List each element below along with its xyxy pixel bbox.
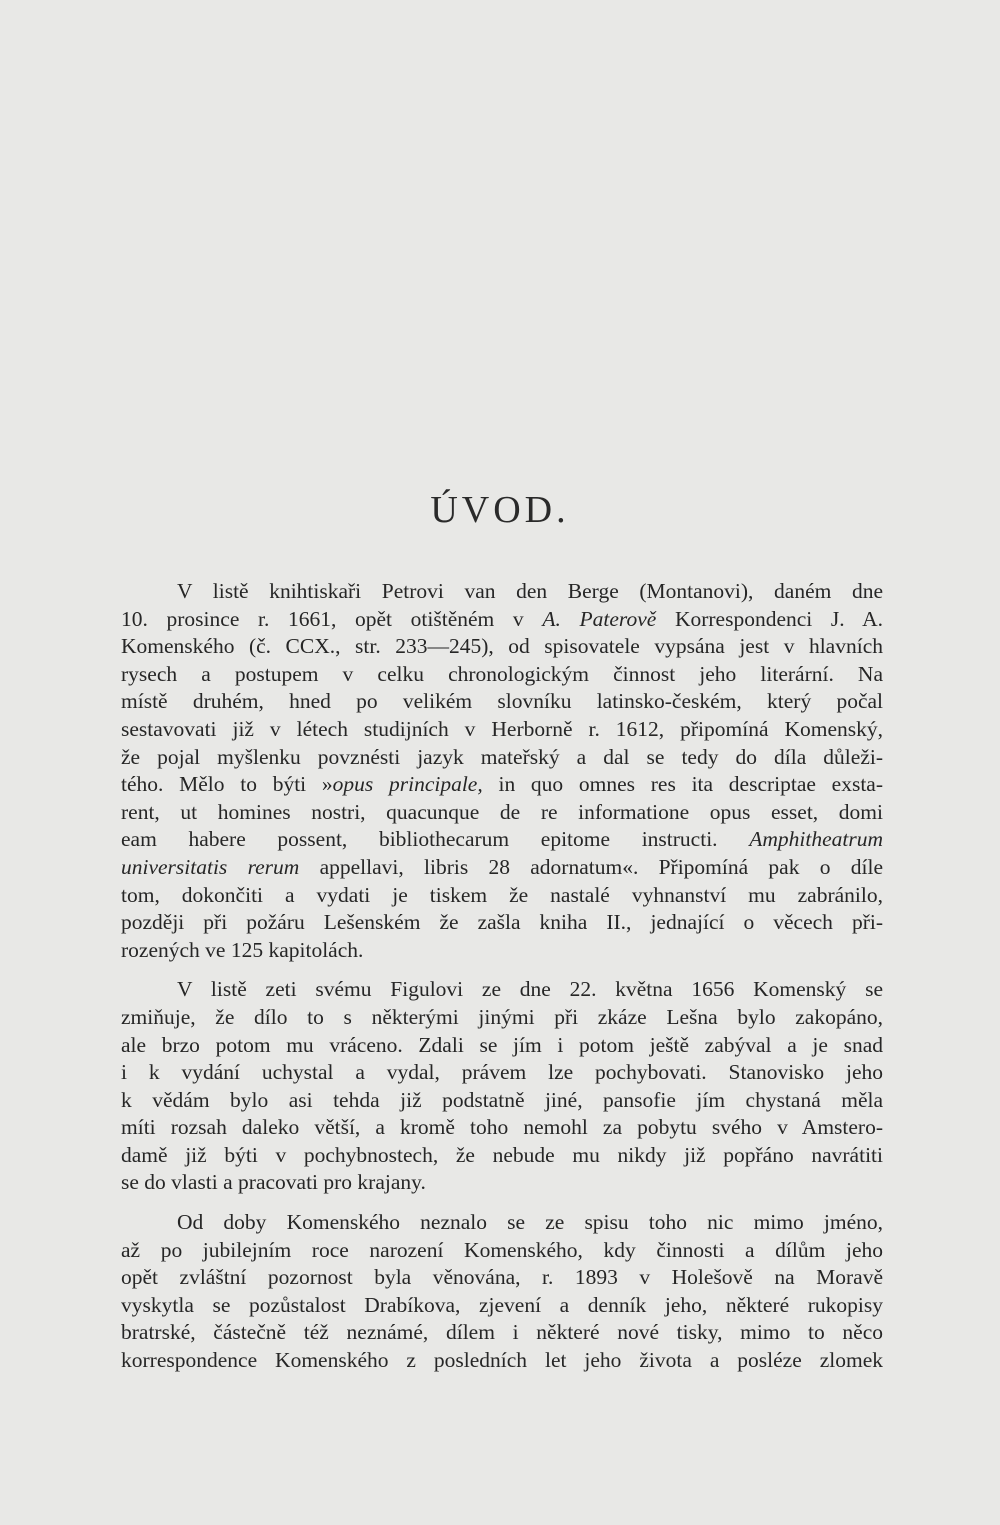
- text-line: [121, 826, 883, 854]
- text-segment: tom, dokončiti a vydati je tiskem že nastalé vyhnanství mu zabránilo,: [121, 882, 883, 907]
- italic-text: opus principale,: [332, 772, 483, 797]
- text-segment: rent, ut homines nostri, quacunque de re informatione opus esset, domi: [121, 799, 883, 824]
- text-line: [121, 688, 883, 716]
- text-line: [121, 606, 883, 634]
- text-line: [121, 1319, 883, 1347]
- text-segment: appellavi, libris 28 adornatum«. Připomíná pak o díle: [299, 854, 883, 879]
- paragraph: [121, 578, 883, 964]
- text-line: [121, 1087, 883, 1115]
- text-line: [121, 1209, 883, 1237]
- text-segment: opět zvláštní pozornost byla věnována, r. 1893 v Holešově na Moravě: [121, 1265, 883, 1290]
- text-line: [121, 744, 883, 772]
- text-line: [121, 882, 883, 910]
- text-segment: ale brzo potom mu vráceno. Zdali se jím i potom ještě zabýval a je snad: [121, 1032, 883, 1057]
- text-segment: vyskytla se pozůstalost Drabíkova, zjevení a denník jeho, některé rukopisy: [121, 1292, 883, 1317]
- text-line: [121, 1264, 883, 1292]
- text-line: [121, 909, 883, 937]
- text-segment: 10. prosince r. 1661, opět otištěném v: [121, 606, 543, 631]
- text-segment: korrespondence Komenského z posledních let jeho života a posléze zlomek: [121, 1348, 883, 1373]
- page-title: ÚVOD.: [430, 489, 570, 531]
- text-segment: že pojal myšlenku povznésti jazyk mateřský a dal se tedy do díla důleži-: [121, 744, 883, 769]
- text-line: [121, 1169, 883, 1197]
- text-line: [121, 1142, 883, 1170]
- text-segment: i k vydání uchystal a vydal, právem lze pochybovati. Stanovisko jeho: [121, 1060, 883, 1085]
- italic-text: Amphitheatrum: [749, 827, 883, 852]
- text-line: [121, 1114, 883, 1142]
- text-segment: in quo omnes res ita descriptae exsta-: [482, 772, 883, 797]
- text-line: [121, 1004, 883, 1032]
- text-segment: později při požáru Lešenském že zašla kniha II., jednající o věcech při-: [121, 910, 883, 935]
- text-segment: V listě zeti svému Figulovi ze dne 22. května 1656 Komenský se: [177, 977, 883, 1002]
- text-line: [121, 578, 883, 606]
- text-line: [121, 854, 883, 882]
- text-segment: Komenského (č. CCX., str. 233—245), od spisovatele vypsána jest v hlavních: [121, 634, 883, 659]
- text-segment: rozených ve 125 kapitolách.: [121, 937, 364, 962]
- text-line: [121, 1292, 883, 1320]
- text-line: [121, 771, 883, 799]
- body-text: [121, 578, 883, 1387]
- italic-text: universitatis rerum: [121, 854, 300, 879]
- text-segment: Od doby Komenského neznalo se ze spisu toho nic mimo jméno,: [177, 1210, 883, 1235]
- text-segment: tého. Mělo to býti »: [121, 772, 333, 797]
- text-segment: rysech a postupem v celku chronologickým činnost jeho literární. Na: [121, 661, 883, 686]
- text-line: [121, 976, 883, 1004]
- text-segment: V listě knihtiskaři Petrovi van den Berge (Montanovi), daném dne: [177, 579, 883, 603]
- text-line: [121, 799, 883, 827]
- text-line: [121, 1347, 883, 1375]
- text-line: [121, 1059, 883, 1087]
- text-line: [121, 1032, 883, 1060]
- text-line: [121, 937, 883, 965]
- text-segment: až po jubilejním roce narození Komenského, kdy činnosti a dílům jeho: [121, 1237, 883, 1262]
- text-segment: eam habere possent, bibliothecarum epitome instructi.: [121, 827, 750, 852]
- text-segment: damě již býti v pochybnostech, že nebude mu nikdy již popřáno navrátiti: [121, 1142, 883, 1167]
- text-segment: Korrespondenci J. A.: [656, 606, 883, 631]
- text-segment: se do vlasti a pracovati pro krajany.: [121, 1170, 426, 1195]
- text-segment: míti rozsah daleko větší, a kromě toho nemohl za pobytu svého v Amstero-: [121, 1115, 883, 1140]
- text-segment: sestavovati již v létech studijních v Herborně r. 1612, připomíná Komenský,: [121, 716, 883, 741]
- paragraph: [121, 976, 883, 1197]
- text-line: [121, 661, 883, 689]
- text-segment: místě druhém, hned po velikém slovníku latinsko-českém, který počal: [121, 689, 883, 714]
- italic-text: A. Paterově: [542, 606, 657, 631]
- text-segment: zmiňuje, že dílo to s některými jinými při zkáze Lešna bylo zakopáno,: [121, 1004, 883, 1029]
- text-line: [121, 633, 883, 661]
- paragraph: [121, 1209, 883, 1375]
- text-line: [121, 1237, 883, 1265]
- text-line: [121, 716, 883, 744]
- text-segment: k vědám bylo asi tehda již podstatně jiné, pansofie jím chystaná měla: [121, 1087, 883, 1112]
- text-segment: bratrské, částečně též neznámé, dílem i některé nové tisky, mimo to něco: [121, 1320, 883, 1345]
